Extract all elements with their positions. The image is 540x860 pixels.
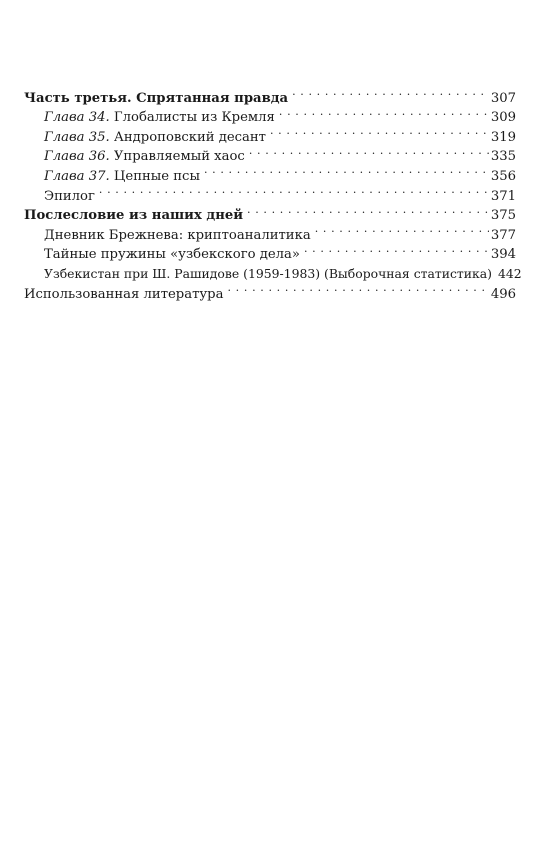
chapter-label: Глава 37. [44,168,110,184]
toc-entry-part-three [24,82,516,106]
toc-entry-title [24,206,247,226]
toc-page-number: 377 [490,227,516,243]
dot-leader [315,219,489,239]
toc-entry-title [24,89,292,109]
toc-page-number: 394 [490,247,516,263]
dot-leader [247,200,489,220]
toc-entry-text: Часть третья. Спрятанная правда [24,90,289,106]
toc-page-number: 319 [490,129,516,145]
dot-leader [249,141,489,161]
dot-leader [227,278,488,298]
toc-entry-text: Дневник Брежнева: криптоаналитика [44,227,311,243]
toc-entry-text: Узбекистан при Ш. Рашидове (1959-1983) (Выборочная статистика) [44,265,493,281]
toc-entry-title [44,245,304,265]
toc-page-number: 335 [490,149,516,165]
toc-entry-title [44,108,279,128]
chapter-label: Глава 34. [44,110,110,126]
dot-leader [204,160,489,180]
toc-page-number: 496 [490,286,516,302]
toc-page-number: 307 [490,90,516,106]
toc-entry-text: Использованная литература [24,286,224,302]
dot-leader [292,82,489,102]
dot-leader [99,180,489,200]
toc-page-number: 442 [498,265,522,281]
toc-entry-title [44,226,315,246]
chapter-label: Глава 35. [44,129,110,145]
chapter-label: Глава 36. [44,149,110,165]
dot-leader [304,239,489,259]
toc-page-number: 375 [490,208,516,224]
toc-entry-text: Андроповский десант [109,129,266,145]
toc-entry-text: Глобалисты из Кремля [109,110,275,126]
toc-entry-text: Цепные псы [109,168,200,184]
table-of-contents [24,82,522,302]
toc-page-number: 356 [490,168,516,184]
toc-entry-title [44,187,99,207]
toc-entry-text: Управляемый хаос [109,149,245,165]
toc-entry-text: Послесловие из наших дней [24,208,244,224]
dot-leader [270,121,489,141]
toc-page-number: 371 [490,188,516,204]
dot-leader [279,102,489,122]
toc-entry-text: Тайные пружины «узбекского дела» [44,247,300,263]
toc-entry-text: Эпилог [44,188,95,204]
toc-page-number: 309 [490,110,516,126]
toc-entry-title [24,285,227,305]
toc-entry-title [44,128,270,148]
